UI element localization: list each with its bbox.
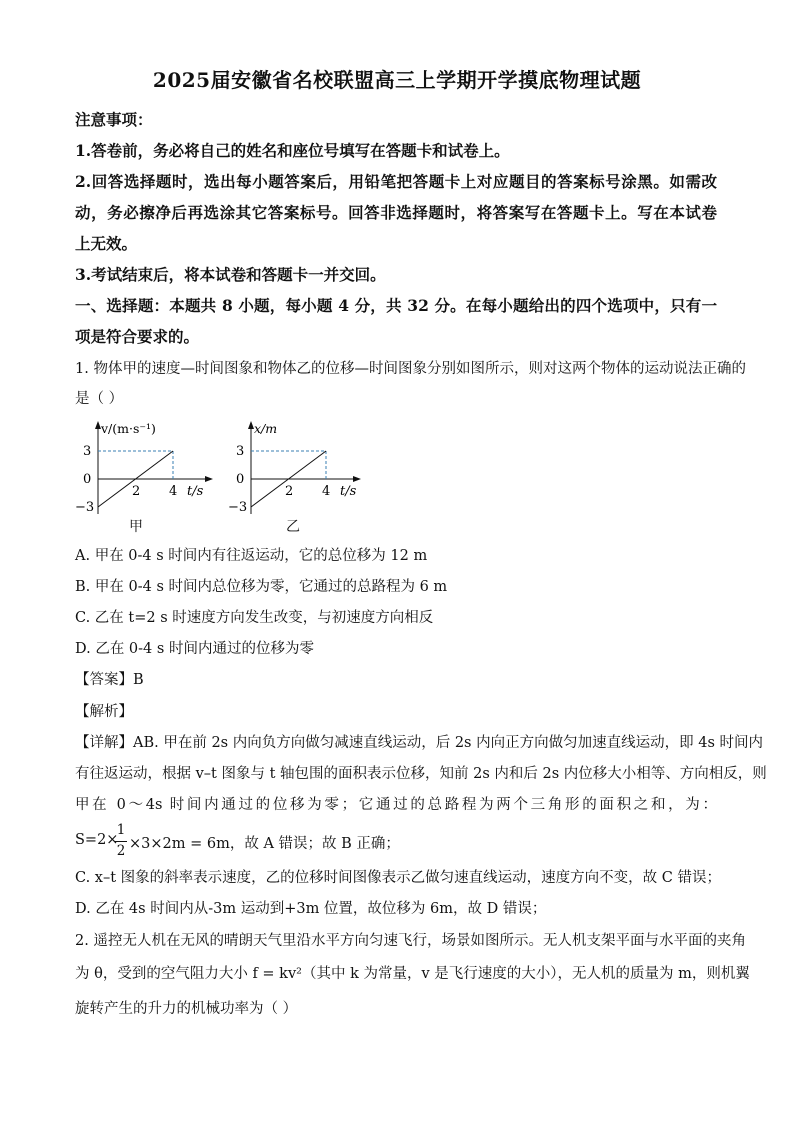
q1-answer: 【答案】B <box>75 672 144 688</box>
formula-part-b: ×3×2m = 6m，故 A 错误；故 B 正确； <box>129 836 400 852</box>
tick-label-neg3: −3 <box>228 500 248 515</box>
graph-yi-caption: 乙 <box>286 519 300 535</box>
section-heading-line-1: 一、选择题：本题共 8 小题，每小题 4 分，共 32 分。在每小题给出的四个选项中，只有一 <box>75 296 717 315</box>
tick-label-3: 3 <box>236 444 245 459</box>
fraction-denominator: 2 <box>116 843 126 859</box>
q2-stem-line-1: 2. 遥控无人机在无风的晴朗天气里沿水平方向匀速飞行，场景如图所示。无人机支架平面与水平面的夹角 <box>75 933 746 949</box>
notice-heading: 注意事项： <box>75 110 153 129</box>
tick-label-3: 3 <box>83 444 92 459</box>
q1-detail-line-1: 【详解】AB. 甲在前 2s 内向负方向做匀减速直线运动，后 2s 内向正方向做匀加速直线运动，即 4s 时间内 <box>75 735 763 751</box>
q1-option-c: C. 乙在 t=2 s 时速度方向发生改变，与初速度方向相反 <box>75 610 434 626</box>
q1-detail-line-2: 有往返运动，根据 v–t 图象与 t 轴包围的面积表示位移，知前 2s 内和后 2s 内位移大小相等、方向相反，则 <box>75 766 767 782</box>
tick-label-4: 4 <box>169 484 178 499</box>
q1-detail-c: C. x–t 图象的斜率表示速度，乙的位移时间图像表示乙做匀速直线运动，速度方向不变，故 C 错误； <box>75 870 721 886</box>
section-heading-line-2: 项是符合要求的。 <box>75 327 200 346</box>
notice-item-1: 1.答卷前，务必将自己的姓名和座位号填写在答题卡和试卷上。 <box>75 141 510 160</box>
graph-jia-caption: 甲 <box>129 519 143 535</box>
notice-item-2-line-2: 动，务必擦净后再选涂其它答案标号。回答非选择题时，将答案写在答题卡上。写在本试卷 <box>75 203 717 222</box>
q1-stem-line-2: 是（ ） <box>75 391 124 407</box>
notice-item-3: 3.考试结束后，将本试卷和答题卡一并交回。 <box>75 265 386 284</box>
formula-fraction <box>115 822 127 862</box>
tick-label-2: 2 <box>285 484 294 499</box>
page-title: 2025届安徽省名校联盟高三上学期开学摸底物理试题 <box>152 68 642 92</box>
x-axis-label: t/s <box>187 484 204 499</box>
formula-part-a: S=2× <box>75 832 119 848</box>
q1-detail-d: D. 乙在 4s 时间内从-3m 运动到+3m 位置，故位移为 6m，故 D 错误； <box>75 901 547 917</box>
notice-item-2-line-1: 2.回答选择题时，选出每小题答案后，用铅笔把答题卡上对应题目的答案标号涂黑。如需改 <box>75 172 717 191</box>
notice-item-2-line-3: 上无效。 <box>75 234 138 253</box>
q2-stem-line-2: 为 θ，受到的空气阻力大小 f = kv²（其中 k 为常量，v 是飞行速度的大小），无人机的质量为 m，则机翼 <box>75 966 750 982</box>
q1-option-a: A. 甲在 0-4 s 时间内有往返运动，它的总位移为 12 m <box>75 548 428 564</box>
fraction-numerator: 1 <box>116 822 126 838</box>
q1-analysis-heading: 【解析】 <box>75 704 133 720</box>
graph-yi <box>228 418 368 518</box>
tick-label-2: 2 <box>132 484 141 499</box>
tick-label-4: 4 <box>322 484 331 499</box>
y-axis-label: v/(m·s⁻¹) <box>101 421 156 436</box>
y-axis-label: x/m <box>254 421 278 436</box>
tick-label-neg3: −3 <box>75 500 95 515</box>
x-axis-arrow <box>205 476 213 482</box>
q1-option-b: B. 甲在 0-4 s 时间内总位移为零，它通过的总路程为 6 m <box>75 579 448 595</box>
x-axis-arrow <box>353 476 361 482</box>
q1-stem-line-1: 1. 物体甲的速度—时间图象和物体乙的位移—时间图象分别如图所示，则对这两个物体的运动说法正确的 <box>75 361 746 377</box>
q1-option-d: D. 乙在 0-4 s 时间内通过的位移为零 <box>75 641 314 657</box>
graph-jia <box>75 418 215 518</box>
q2-stem-line-3: 旋转产生的升力的机械功率为（ ） <box>75 1001 298 1017</box>
x-axis-label: t/s <box>340 484 357 499</box>
tick-label-0: 0 <box>83 472 92 487</box>
q1-detail-line-3: 甲在 0～4s 时间内通过的位移为零；它通过的总路程为两个三角形的面积之和，为： <box>75 797 717 813</box>
fraction-bar <box>115 841 127 842</box>
tick-label-0: 0 <box>236 472 245 487</box>
